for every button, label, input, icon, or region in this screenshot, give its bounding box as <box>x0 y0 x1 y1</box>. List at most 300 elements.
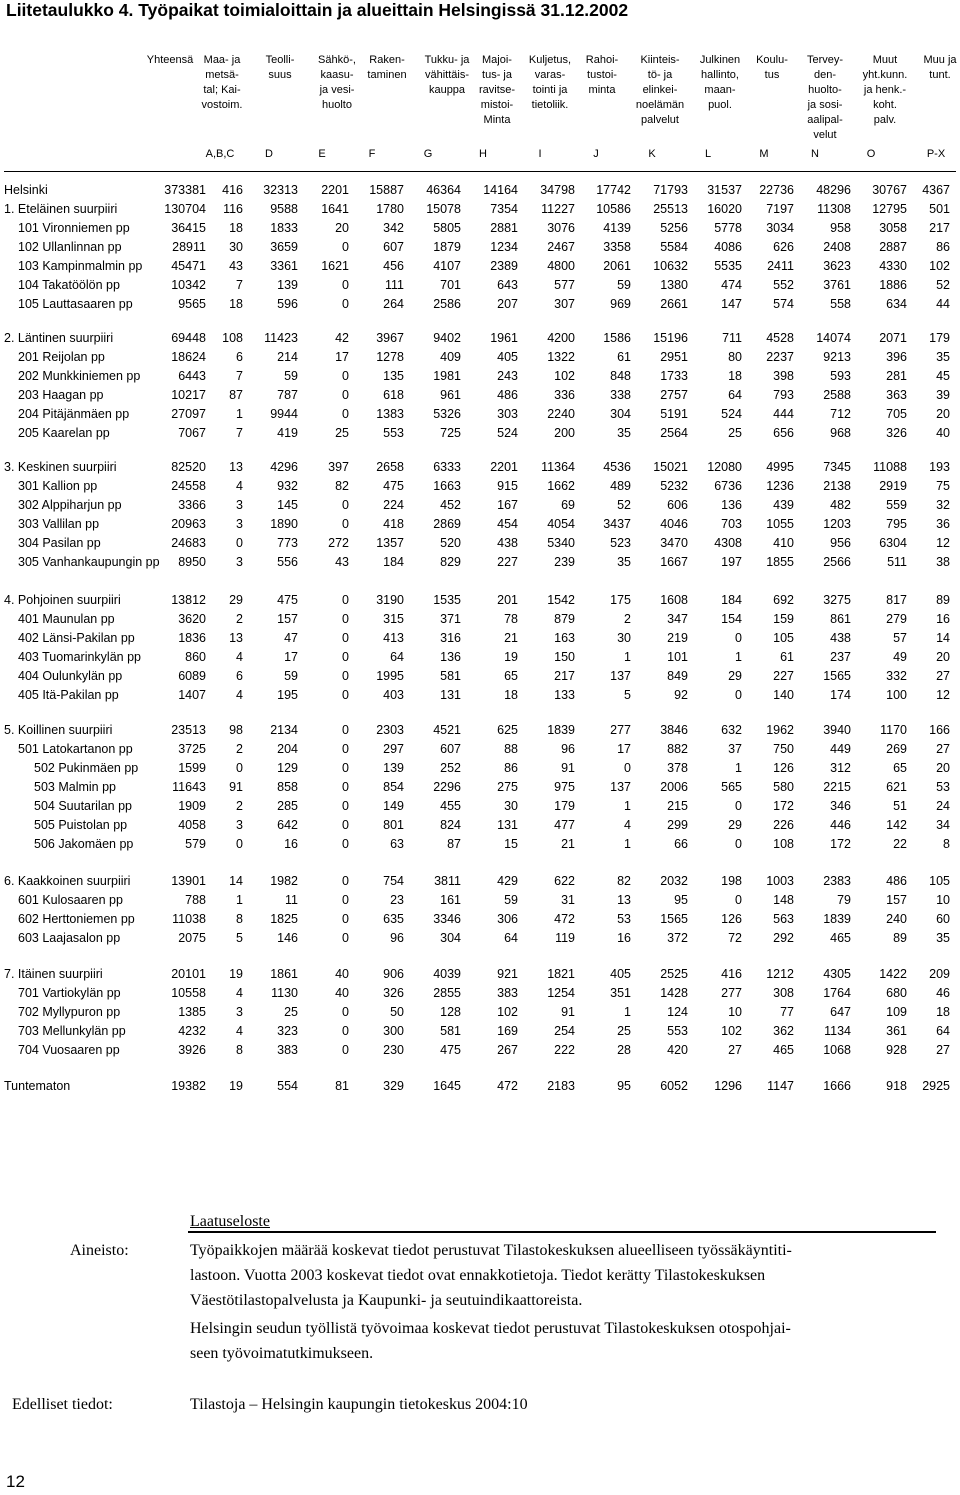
table-cell: 150 <box>554 650 575 664</box>
column-header: Muu ja tunt. <box>923 54 957 81</box>
table-cell: 14074 <box>816 331 851 345</box>
table-cell: 30767 <box>872 183 907 197</box>
table-cell: 217 <box>929 221 950 235</box>
table-cell: 69 <box>561 498 575 512</box>
table-cell: 2240 <box>547 407 575 421</box>
table-cell: 371 <box>440 612 461 626</box>
table-cell: 201 <box>497 593 518 607</box>
table-cell: 48296 <box>816 183 851 197</box>
table-cell: 254 <box>554 1024 575 1038</box>
table-cell: 179 <box>554 799 575 813</box>
table-cell: 829 <box>440 555 461 569</box>
table-cell: 10342 <box>171 278 206 292</box>
table-cell: 817 <box>886 593 907 607</box>
table-cell: 53 <box>936 780 950 794</box>
table-cell: 625 <box>497 723 518 737</box>
table-cell: 14 <box>229 874 243 888</box>
table-cell: 25 <box>284 1005 298 1019</box>
table-row <box>0 388 960 407</box>
table-cell: 96 <box>561 742 575 756</box>
table-row <box>0 498 960 517</box>
table-cell: 140 <box>773 688 794 702</box>
table-cell: 556 <box>277 555 298 569</box>
table-cell: 25 <box>335 426 349 440</box>
row-label: Helsinki <box>4 183 48 197</box>
table-cell: 3361 <box>270 259 298 273</box>
table-cell: 621 <box>886 780 907 794</box>
table-cell: 15 <box>504 837 518 851</box>
table-cell: 279 <box>886 612 907 626</box>
table-cell: 184 <box>383 555 404 569</box>
column-code: M <box>759 148 769 160</box>
table-cell: 10586 <box>596 202 631 216</box>
table-cell: 472 <box>554 912 575 926</box>
table-cell: 9402 <box>433 331 461 345</box>
table-cell: 1542 <box>547 593 575 607</box>
table-cell: 0 <box>342 278 349 292</box>
table-cell: 4046 <box>660 517 688 531</box>
table-cell: 8 <box>236 912 243 926</box>
column-code: N <box>811 148 819 160</box>
table-cell: 65 <box>893 761 907 775</box>
table-cell: 452 <box>440 498 461 512</box>
table-cell: 130704 <box>164 202 206 216</box>
table-cell: 157 <box>277 612 298 626</box>
table-cell: 416 <box>222 183 243 197</box>
table-cell: 4995 <box>766 460 794 474</box>
table-cell: 4054 <box>547 517 575 531</box>
table-cell: 243 <box>497 369 518 383</box>
table-cell: 264 <box>383 297 404 311</box>
table-cell: 131 <box>497 818 518 832</box>
table-cell: 64 <box>504 931 518 945</box>
table-cell: 27 <box>936 669 950 683</box>
table-cell: 0 <box>735 631 742 645</box>
row-label: 504 Suutarilan pp <box>34 799 132 813</box>
row-label: 2. Läntinen suurpiiri <box>4 331 114 345</box>
table-cell: 1 <box>624 650 631 664</box>
page-title: Liitetaulukko 4. Työpaikat toimialoittain ja alueittain Helsingissä 31.12.2002 <box>6 0 629 20</box>
table-cell: 230 <box>383 1043 404 1057</box>
table-cell: 42 <box>335 331 349 345</box>
table-cell: 5256 <box>660 221 688 235</box>
table-cell: 80 <box>728 350 742 364</box>
table-cell: 0 <box>342 297 349 311</box>
table-cell: 656 <box>773 426 794 440</box>
table-cell: 3034 <box>766 221 794 235</box>
table-cell: 4 <box>236 688 243 702</box>
table-cell: 24683 <box>171 536 206 550</box>
table-cell: 3346 <box>433 912 461 926</box>
table-cell: 607 <box>383 240 404 254</box>
table-cell: 82520 <box>171 460 206 474</box>
column-code: D <box>265 148 273 160</box>
table-cell: 108 <box>773 837 794 851</box>
table-cell: 157 <box>886 893 907 907</box>
table-cell: 1296 <box>714 1079 742 1093</box>
table-cell: 129 <box>277 761 298 775</box>
column-code: P-X <box>926 148 946 160</box>
table-cell: 1565 <box>823 669 851 683</box>
table-cell: 396 <box>886 350 907 364</box>
table-cell: 3 <box>236 818 243 832</box>
table-cell: 801 <box>383 818 404 832</box>
table-cell: 1322 <box>547 350 575 364</box>
column-code: E <box>318 148 326 160</box>
table-cell: 858 <box>277 780 298 794</box>
table-cell: 420 <box>667 1043 688 1057</box>
table-cell: 193 <box>929 460 950 474</box>
table-cell: 92 <box>674 688 688 702</box>
table-cell: 1380 <box>660 278 688 292</box>
table-cell: 3 <box>236 555 243 569</box>
table-cell: 3623 <box>823 259 851 273</box>
table-row <box>0 931 960 950</box>
table-cell: 38 <box>936 555 950 569</box>
table-cell: 1825 <box>270 912 298 926</box>
table-cell: 4139 <box>603 221 631 235</box>
table-cell: 108 <box>222 331 243 345</box>
table-cell: 351 <box>610 986 631 1000</box>
table-cell: 3190 <box>376 593 404 607</box>
table-cell: 332 <box>886 669 907 683</box>
table-cell: 346 <box>830 799 851 813</box>
table-cell: 329 <box>383 1079 404 1093</box>
table-cell: 4107 <box>433 259 461 273</box>
table-cell: 5232 <box>660 479 688 493</box>
table-cell: 1667 <box>660 555 688 569</box>
table-row <box>0 240 960 259</box>
table-cell: 3761 <box>823 278 851 292</box>
table-row <box>0 202 960 221</box>
column-header: Raken- taminen <box>367 54 407 81</box>
table-cell: 4 <box>236 1024 243 1038</box>
table-cell: 373381 <box>164 183 206 197</box>
table-cell: 219 <box>667 631 688 645</box>
table-cell: 148 <box>773 893 794 907</box>
row-label: 4. Pohjoinen suurpiiri <box>4 593 121 607</box>
table-cell: 454 <box>497 517 518 531</box>
table-cell: 563 <box>773 912 794 926</box>
table-cell: 1982 <box>270 874 298 888</box>
table-cell: 1666 <box>823 1079 851 1093</box>
aineisto-line: Työpaikkojen määrää koskevat tiedot perustuvat Tilastokeskuksen alueelliseen työssäkäyntiti- <box>190 1242 792 1259</box>
table-cell: 486 <box>886 874 907 888</box>
table-cell: 172 <box>773 799 794 813</box>
table-cell: 19 <box>504 650 518 664</box>
table-cell: 635 <box>383 912 404 926</box>
table-row <box>0 426 960 445</box>
table-cell: 969 <box>610 297 631 311</box>
table-cell: 482 <box>830 498 851 512</box>
table-cell: 501 <box>929 202 950 216</box>
table-cell: 1879 <box>433 240 461 254</box>
table-cell: 46 <box>936 986 950 1000</box>
table-cell: 2925 <box>922 1079 950 1093</box>
table-cell: 312 <box>830 761 851 775</box>
table-cell: 111 <box>384 278 404 292</box>
table-cell: 89 <box>936 593 950 607</box>
column-header: Kuljetus, varas- tointi ja tietoliik. <box>528 54 572 111</box>
table-cell: 795 <box>886 517 907 531</box>
table-cell: 3 <box>236 1005 243 1019</box>
table-cell: 30 <box>229 240 243 254</box>
table-cell: 1839 <box>823 912 851 926</box>
table-cell: 6 <box>236 669 243 683</box>
table-cell: 849 <box>667 669 688 683</box>
table-cell: 21 <box>504 631 518 645</box>
row-label: 105 Lauttasaaren pp <box>18 297 133 311</box>
table-cell: 11088 <box>873 460 907 474</box>
table-cell: 9944 <box>270 407 298 421</box>
row-label: 6. Kaakkoinen suurpiiri <box>4 874 131 888</box>
table-cell: 11227 <box>541 202 575 216</box>
table-cell: 198 <box>721 874 742 888</box>
table-cell: 438 <box>497 536 518 550</box>
table-cell: 91 <box>229 780 243 794</box>
table-cell: 824 <box>440 818 461 832</box>
table-cell: 53 <box>617 912 631 926</box>
table-cell: 2586 <box>433 297 461 311</box>
column-header: Teolli- suus <box>265 54 295 81</box>
table-cell: 0 <box>342 780 349 794</box>
column-header: Tervey- den- huolto- ja sosi- aalipal- velut <box>806 54 844 141</box>
table-cell: 0 <box>342 837 349 851</box>
table-cell: 596 <box>277 297 298 311</box>
table-cell: 10632 <box>653 259 688 273</box>
table-cell: 558 <box>830 297 851 311</box>
table-row <box>0 479 960 498</box>
table-cell: 6736 <box>714 479 742 493</box>
table-cell: 0 <box>236 837 243 851</box>
table-cell: 861 <box>830 612 851 626</box>
table-row <box>0 278 960 297</box>
table-cell: 3 <box>236 517 243 531</box>
row-label: 101 Vironniemen pp <box>18 221 130 235</box>
table-row <box>0 874 960 893</box>
table-cell: 40 <box>936 426 950 440</box>
table-header-rule <box>4 171 956 172</box>
table-cell: 8950 <box>178 555 206 569</box>
row-label: 702 Myllypuron pp <box>18 1005 121 1019</box>
table-cell: 20 <box>936 761 950 775</box>
table-cell: 928 <box>886 1043 907 1057</box>
table-cell: 5340 <box>547 536 575 550</box>
column-code: K <box>648 148 656 160</box>
table-cell: 2183 <box>547 1079 575 1093</box>
table-cell: 13 <box>229 460 243 474</box>
table-cell: 489 <box>610 479 631 493</box>
table-cell: 217 <box>554 669 575 683</box>
table-cell: 754 <box>383 874 404 888</box>
row-label: 201 Reijolan pp <box>18 350 105 364</box>
table-cell: 20101 <box>171 967 206 981</box>
table-row <box>0 555 960 574</box>
table-row <box>0 742 960 761</box>
table-cell: 13 <box>229 631 243 645</box>
row-label: 404 Oulunkylän pp <box>18 669 123 683</box>
table-cell: 4086 <box>714 240 742 254</box>
table-cell: 161 <box>440 893 461 907</box>
table-cell: 51 <box>893 799 907 813</box>
table-cell: 23 <box>390 893 404 907</box>
table-cell: 102 <box>554 369 575 383</box>
table-cell: 2303 <box>376 723 404 737</box>
notes-heading: Laatuseloste <box>190 1213 270 1230</box>
table-cell: 75 <box>936 479 950 493</box>
table-cell: 429 <box>497 874 518 888</box>
table-cell: 1586 <box>603 331 631 345</box>
table-cell: 2919 <box>879 479 907 493</box>
column-header: Majoi- tus- ja ravitse- mistoi- Minta <box>478 54 516 126</box>
table-cell: 416 <box>721 967 742 981</box>
table-cell: 0 <box>342 1024 349 1038</box>
table-cell: 59 <box>284 669 298 683</box>
table-cell: 4296 <box>270 460 298 474</box>
table-cell: 11308 <box>817 202 851 216</box>
row-label: 501 Latokartanon pp <box>18 742 133 756</box>
table-cell: 3470 <box>660 536 688 550</box>
table-cell: 31537 <box>707 183 742 197</box>
table-cell: 932 <box>277 479 298 493</box>
aineisto-line: Helsingin seudun työllistä työvoimaa koskevat tiedot perustuvat Tilastokeskuksen otospohjai- <box>190 1320 791 1337</box>
table-cell: 4330 <box>879 259 907 273</box>
table-cell: 472 <box>497 1079 518 1093</box>
table-cell: 91 <box>561 761 575 775</box>
table-cell: 105 <box>929 874 950 888</box>
table-cell: 28 <box>617 1043 631 1057</box>
table-cell: 475 <box>383 479 404 493</box>
row-label: 302 Alppiharjun pp <box>18 498 122 512</box>
table-cell: 137 <box>610 780 631 794</box>
table-cell: 2237 <box>766 350 794 364</box>
table-cell: 34 <box>936 818 950 832</box>
table-cell: 5805 <box>433 221 461 235</box>
table-cell: 59 <box>284 369 298 383</box>
table-cell: 30 <box>504 799 518 813</box>
table-cell: 13812 <box>171 593 206 607</box>
table-cell: 725 <box>440 426 461 440</box>
table-cell: 299 <box>667 818 688 832</box>
table-cell: 224 <box>383 498 404 512</box>
table-cell: 139 <box>277 278 298 292</box>
row-label: 103 Kampinmalmin pp <box>18 259 143 273</box>
column-code: J <box>593 148 599 160</box>
row-label: 202 Munkkiniemen pp <box>18 369 141 383</box>
table-cell: 64 <box>728 388 742 402</box>
table-row <box>0 780 960 799</box>
row-label: 602 Herttoniemen pp <box>18 912 135 926</box>
table-cell: 1 <box>624 799 631 813</box>
table-cell: 3275 <box>823 593 851 607</box>
table-cell: 4800 <box>547 259 575 273</box>
table-cell: 918 <box>886 1079 907 1093</box>
table-cell: 209 <box>929 967 950 981</box>
table-cell: 2215 <box>823 780 851 794</box>
table-cell: 1839 <box>547 723 575 737</box>
row-label: 205 Kaarelan pp <box>18 426 110 440</box>
table-cell: 2032 <box>660 874 688 888</box>
table-cell: 0 <box>342 498 349 512</box>
table-cell: 50 <box>390 1005 404 1019</box>
table-cell: 35 <box>936 931 950 945</box>
aineisto-line: seen työvoimatutkimukseen. <box>190 1345 374 1362</box>
table-cell: 15887 <box>369 183 404 197</box>
table-cell: 4 <box>624 818 631 832</box>
table-cell: 101 <box>667 650 688 664</box>
table-cell: 511 <box>887 555 907 569</box>
table-cell: 0 <box>342 631 349 645</box>
table-cell: 580 <box>773 780 794 794</box>
table-cell: 11364 <box>541 460 575 474</box>
table-cell: 647 <box>830 1005 851 1019</box>
table-cell: 0 <box>342 388 349 402</box>
table-cell: 0 <box>342 723 349 737</box>
table-cell: 0 <box>342 407 349 421</box>
row-label: 505 Puistolan pp <box>34 818 128 832</box>
table-cell: 958 <box>830 221 851 235</box>
table-cell: 10217 <box>171 388 206 402</box>
table-cell: 21 <box>561 837 575 851</box>
table-cell: 0 <box>236 761 243 775</box>
table-cell: 126 <box>721 912 742 926</box>
table-cell: 86 <box>936 240 950 254</box>
table-cell: 40 <box>335 986 349 1000</box>
page-number: 12 <box>6 1472 25 1491</box>
table-cell: 204 <box>277 742 298 756</box>
table-cell: 1422 <box>879 967 907 981</box>
table-cell: 4 <box>236 986 243 1000</box>
table-cell: 98 <box>229 723 243 737</box>
table-cell: 16 <box>617 931 631 945</box>
table-cell: 17 <box>284 650 298 664</box>
row-label: 402 Länsi-Pakilan pp <box>18 631 135 645</box>
table-cell: 0 <box>735 893 742 907</box>
table-cell: 10 <box>936 893 950 907</box>
table-cell: 277 <box>610 723 631 737</box>
column-code: H <box>479 148 487 160</box>
table-cell: 17 <box>335 350 349 364</box>
table-cell: 18624 <box>171 350 206 364</box>
table-row <box>0 893 960 912</box>
table-cell: 297 <box>383 742 404 756</box>
table-cell: 383 <box>277 1043 298 1057</box>
table-cell: 102 <box>497 1005 518 1019</box>
table-cell: 465 <box>830 931 851 945</box>
table-cell: 7345 <box>823 460 851 474</box>
table-row <box>0 631 960 650</box>
table-cell: 1886 <box>879 278 907 292</box>
column-header: Maa- ja metsä- tal; Kai- vostoim. <box>201 54 243 111</box>
table-cell: 5584 <box>660 240 688 254</box>
table-cell: 444 <box>773 407 794 421</box>
table-cell: 701 <box>440 278 461 292</box>
table-cell: 20 <box>936 650 950 664</box>
table-cell: 1383 <box>376 407 404 421</box>
table-cell: 342 <box>383 221 404 235</box>
table-cell: 2 <box>236 612 243 626</box>
table-cell: 2389 <box>490 259 518 273</box>
table-cell: 2525 <box>660 967 688 981</box>
table-cell: 105 <box>773 631 794 645</box>
table-cell: 79 <box>837 893 851 907</box>
table-cell: 82 <box>617 874 631 888</box>
table-cell: 13901 <box>171 874 206 888</box>
table-cell: 3811 <box>434 874 461 888</box>
table-row <box>0 1079 960 1098</box>
table-cell: 0 <box>342 650 349 664</box>
table-cell: 18 <box>728 369 742 383</box>
